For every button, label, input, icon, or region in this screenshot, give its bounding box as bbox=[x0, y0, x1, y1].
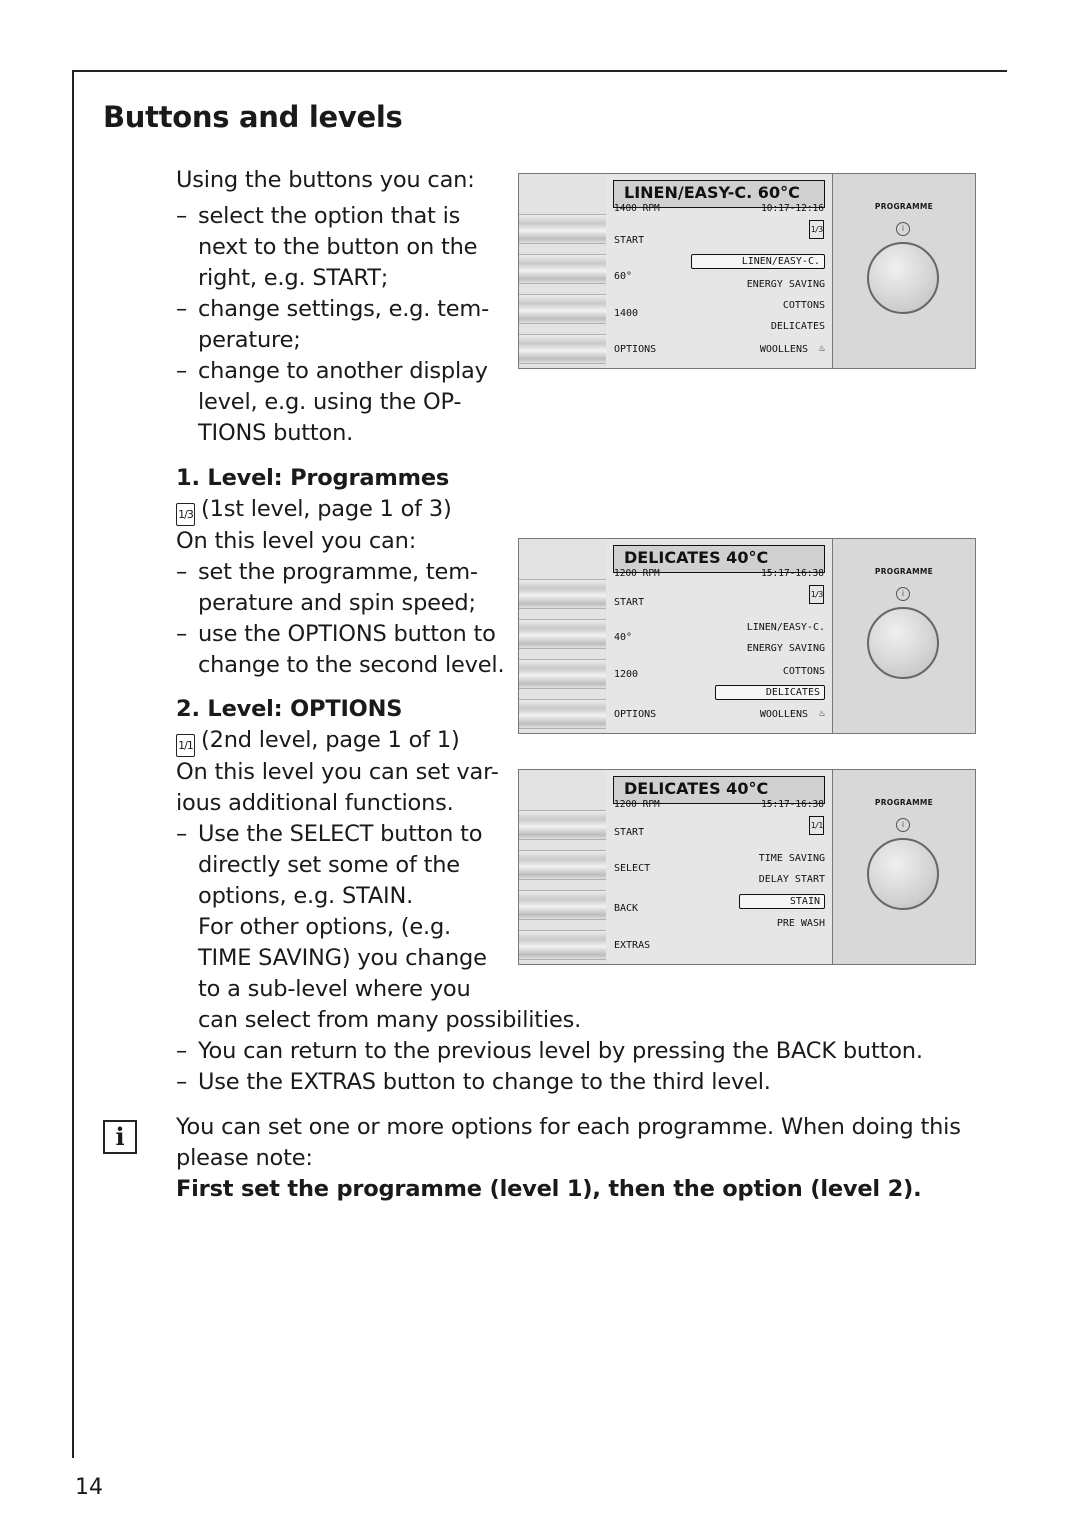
display-button[interactable] bbox=[519, 214, 606, 244]
intro-lead: Using the buttons you can: bbox=[176, 167, 475, 193]
note-bold: First set the programme (level 1), then the option (level 2). bbox=[176, 1176, 922, 1202]
screen-option-selected: DELICATES bbox=[715, 685, 825, 700]
programme-knob[interactable] bbox=[867, 838, 939, 910]
time-range: 15:17-16:38 bbox=[761, 799, 824, 810]
level2-heading: 2. Level: OPTIONS bbox=[176, 696, 403, 722]
screen-option: WOOLLENS bbox=[759, 344, 808, 355]
display-button[interactable] bbox=[519, 699, 606, 729]
level1-desc: (1st level, page 1 of 3) bbox=[201, 496, 452, 522]
screen-title: DELICATES 40°C bbox=[613, 545, 825, 573]
screen-title: LINEN/EASY-C. 60°C bbox=[613, 180, 825, 208]
screen-option: DELAY START bbox=[758, 874, 825, 885]
woollens-icon: ♨ bbox=[818, 708, 825, 719]
bullet-text: select the option that is bbox=[198, 203, 461, 229]
screen-title: DELICATES 40°C bbox=[613, 776, 825, 804]
display-button[interactable] bbox=[519, 334, 606, 364]
screen-left-label: OPTIONS bbox=[614, 344, 657, 355]
spin-speed: 1400 RPM bbox=[614, 203, 660, 214]
screen-left-label: 1200 bbox=[614, 669, 639, 680]
screen-left-label: EXTRAS bbox=[614, 940, 651, 951]
left-rule bbox=[72, 70, 74, 1458]
display-button[interactable] bbox=[519, 254, 606, 284]
bullet-text: Use the EXTRAS button to change to the third level. bbox=[198, 1069, 771, 1095]
display-button[interactable] bbox=[519, 659, 606, 689]
screen-option: LINEN/EASY-C. bbox=[746, 622, 825, 633]
bullet-text: change to the second level. bbox=[198, 652, 505, 678]
screen-left-label: BACK bbox=[614, 903, 639, 914]
power-icon: i bbox=[896, 587, 910, 601]
screen-option: TIME SAVING bbox=[758, 853, 825, 864]
note-block bbox=[176, 1112, 961, 1205]
bullet-text: Use the SELECT button to bbox=[198, 821, 483, 847]
bullet-text: use the OPTIONS button to bbox=[198, 621, 496, 647]
screen-left-label: 1400 bbox=[614, 308, 639, 319]
lcd-screen bbox=[606, 174, 833, 368]
bullet-text: can select from many possibilities. bbox=[198, 1007, 582, 1033]
bullet-text: to a sub-level where you bbox=[198, 976, 471, 1002]
level2-desc: (2nd level, page 1 of 1) bbox=[201, 727, 460, 753]
programme-knob[interactable] bbox=[867, 242, 939, 314]
display-panel bbox=[518, 769, 976, 965]
programme-label: PROGRAMME bbox=[874, 202, 934, 211]
power-icon: i bbox=[896, 818, 910, 832]
level1-heading: 1. Level: Programmes bbox=[176, 465, 450, 491]
bullet-text: directly set some of the bbox=[198, 852, 460, 878]
bullet-text: next to the button on the bbox=[198, 234, 478, 260]
screen-option: PRE WASH bbox=[776, 918, 825, 929]
screen-option: COTTONS bbox=[782, 666, 825, 677]
display-button[interactable] bbox=[519, 850, 606, 880]
page-number: 14 bbox=[75, 1475, 103, 1500]
bullet-dash: – bbox=[176, 621, 188, 647]
bullet-text: TIONS button. bbox=[198, 420, 354, 446]
page-indicator-icon: 1/3 bbox=[176, 503, 195, 526]
display-panel bbox=[518, 173, 976, 369]
bullet-text: change to another display bbox=[198, 358, 488, 384]
bullet-text: change settings, e.g. tem- bbox=[198, 296, 490, 322]
display-button[interactable] bbox=[519, 579, 606, 609]
page-indicator-icon: 1/1 bbox=[176, 734, 195, 757]
knob-area bbox=[833, 174, 975, 368]
power-icon: i bbox=[896, 222, 910, 236]
bullet-dash: – bbox=[176, 1069, 188, 1095]
bullet-text: TIME SAVING) you change bbox=[198, 945, 487, 971]
knob-area bbox=[833, 770, 975, 964]
bullet-dash: – bbox=[176, 1038, 188, 1064]
bullet-text: level, e.g. using the OP- bbox=[198, 389, 462, 415]
screen-option: WOOLLENS bbox=[759, 709, 808, 720]
screen-option: COTTONS bbox=[782, 300, 825, 311]
bullet-text: For other options, (e.g. bbox=[198, 914, 451, 940]
woollens-icon: ♨ bbox=[818, 343, 825, 354]
level1-lead: On this level you can: bbox=[176, 528, 417, 554]
screen-option: ENERGY SAVING bbox=[746, 643, 825, 654]
bullet-dash: – bbox=[176, 559, 188, 585]
display-button[interactable] bbox=[519, 930, 606, 960]
screen-left-label: START bbox=[614, 827, 645, 838]
bullet-dash: – bbox=[176, 358, 188, 384]
spin-speed: 1200 RPM bbox=[614, 799, 660, 810]
button-column bbox=[519, 539, 607, 733]
screen-option-selected: STAIN bbox=[739, 894, 825, 909]
bullet-text: You can return to the previous level by pressing the BACK button. bbox=[198, 1038, 923, 1064]
button-column bbox=[519, 770, 607, 964]
spin-speed: 1200 RPM bbox=[614, 568, 660, 579]
page-indicator-icon: 1/3 bbox=[809, 585, 824, 604]
screen-left-label: START bbox=[614, 235, 645, 246]
level2-lead: On this level you can set var- bbox=[176, 759, 499, 785]
bullet-dash: – bbox=[176, 821, 188, 847]
display-button[interactable] bbox=[519, 890, 606, 920]
bullet-dash: – bbox=[176, 296, 188, 322]
time-range: 15:17-16:38 bbox=[761, 568, 824, 579]
screen-left-label: START bbox=[614, 597, 645, 608]
display-button[interactable] bbox=[519, 294, 606, 324]
screen-option: DELICATES bbox=[770, 321, 825, 332]
display-button[interactable] bbox=[519, 810, 606, 840]
time-range: 10:17-12:16 bbox=[761, 203, 824, 214]
screen-left-label: OPTIONS bbox=[614, 709, 657, 720]
screen-left-label: 60° bbox=[614, 271, 633, 282]
display-panel bbox=[518, 538, 976, 734]
level1-block bbox=[176, 463, 504, 681]
intro-block bbox=[176, 165, 489, 449]
info-icon: i bbox=[103, 1120, 137, 1154]
level2-lead: ious additional functions. bbox=[176, 790, 454, 816]
bullet-text: perature; bbox=[198, 327, 301, 353]
lcd-screen bbox=[606, 770, 833, 964]
page-title: Buttons and levels bbox=[103, 100, 403, 134]
note-text: You can set one or more options for each programme. When doing this bbox=[176, 1114, 961, 1140]
lcd-screen bbox=[606, 539, 833, 733]
screen-left-label: SELECT bbox=[614, 863, 651, 874]
programme-label: PROGRAMME bbox=[874, 567, 934, 576]
screen-option: ENERGY SAVING bbox=[746, 279, 825, 290]
programme-label: PROGRAMME bbox=[874, 798, 934, 807]
screen-option-selected: LINEN/EASY-C. bbox=[691, 254, 825, 269]
top-rule bbox=[72, 70, 1007, 72]
page-indicator-icon: 1/1 bbox=[809, 816, 824, 835]
bullet-text: options, e.g. STAIN. bbox=[198, 883, 414, 909]
knob-area bbox=[833, 539, 975, 733]
bullet-text: set the programme, tem- bbox=[198, 559, 478, 585]
programme-knob[interactable] bbox=[867, 607, 939, 679]
screen-left-label: 40° bbox=[614, 632, 633, 643]
note-text: please note: bbox=[176, 1145, 313, 1171]
button-column bbox=[519, 174, 607, 368]
bullet-text: right, e.g. START; bbox=[198, 265, 389, 291]
page-indicator-icon: 1/3 bbox=[809, 220, 824, 239]
bullet-dash: – bbox=[176, 203, 188, 229]
bullet-text: perature and spin speed; bbox=[198, 590, 476, 616]
display-button[interactable] bbox=[519, 619, 606, 649]
